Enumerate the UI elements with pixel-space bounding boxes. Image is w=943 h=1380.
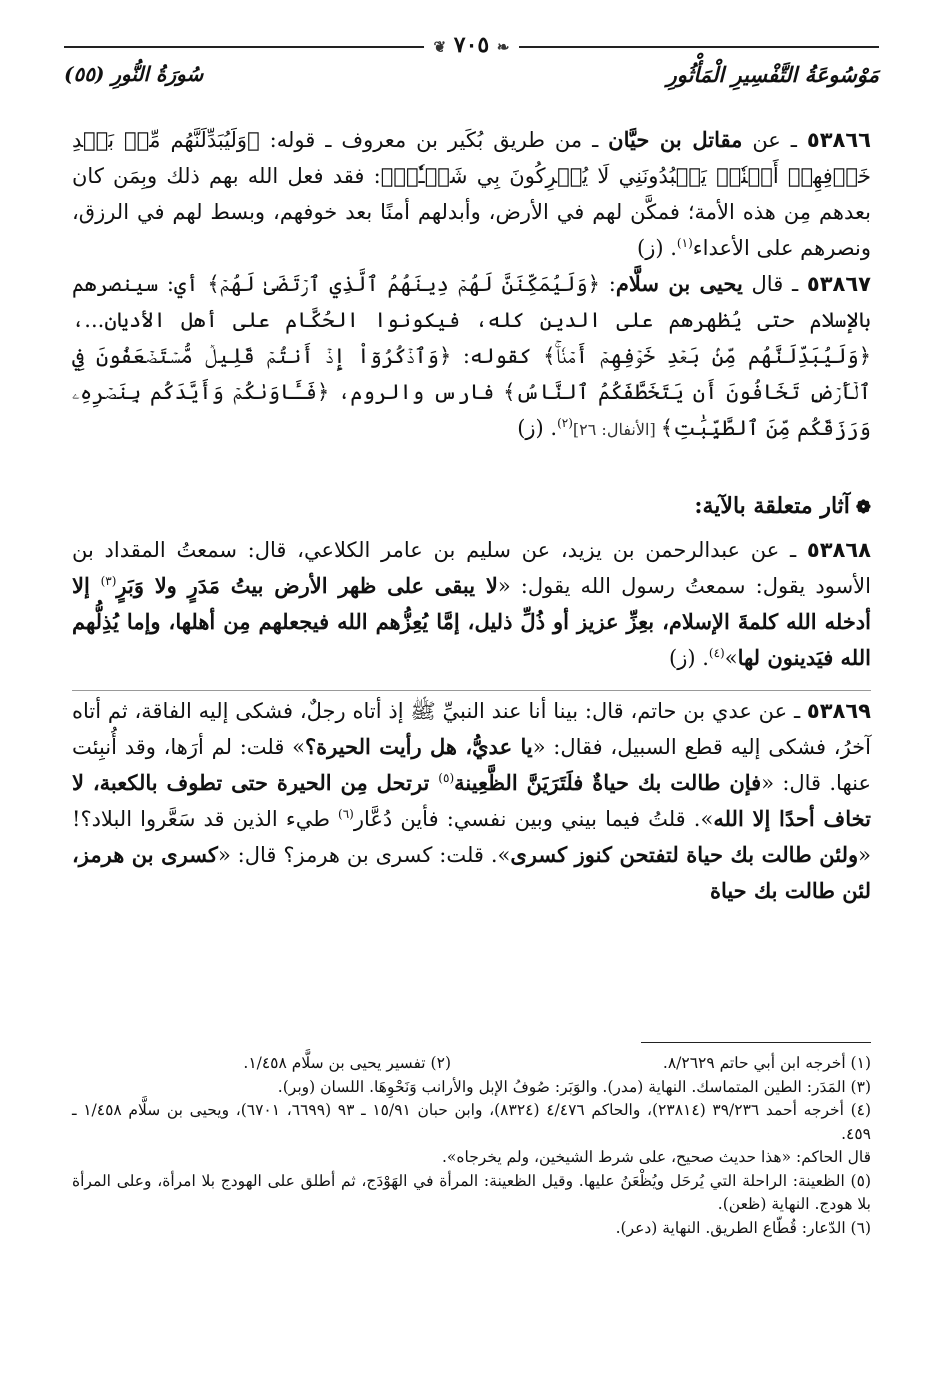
- entry-53866: [72, 122, 871, 266]
- entry-tail: . (ز): [669, 646, 709, 670]
- ornament-right-icon: ❧: [496, 38, 510, 56]
- entry-text: ـ عن عدي بن حاتم، قال: بينا أنا عند النبيِّ ﷺ إذ أتاه رجلٌ، فشكى إليه الفاقة، ثم أتاه آخرُ، فشكى إليه قطع السبيل، فقال: «: [72, 699, 871, 759]
- entry-text: ـ قال: [742, 272, 807, 296]
- footnote-ref: (٥): [438, 771, 455, 785]
- entry-53867: [72, 266, 871, 448]
- entry-text: كقوله:: [451, 344, 544, 368]
- footnote-ref: (٦): [338, 807, 354, 821]
- quran-quote: ﴿وَٱذۡكُرُوٓاْ إِذۡ أَنتُمۡ قَلِيلٞ مُّسۡتَضۡعَفُونَ فِي ٱلۡأَرۡضِ تَخَافُونَ أَن يَتَخَطَّفَكُمُ ٱلنَّاسُ﴾: [72, 344, 872, 404]
- entry-text: ـ عن عبدالرحمن بن يزيد، عن سليم بن عامر الكلاعي، قال: سمعتُ المقداد بن الأسود يقول: سمعتُ رسول الله يقول: «: [72, 538, 871, 598]
- quran-quote: ﴿فَـَٔاوَىٰكُمۡ وَأَيَّدَكُم بِنَصۡرِهِۦ وَرَزَقَكُم مِّنَ ٱلطَّيِّبَٰتِ﴾: [72, 380, 871, 440]
- footnote-3: (٣) المَدَر: الطين المتماسك. النهاية (مدر). والوَبَر: صُوفُ الإبل والأرانب وَنَحْوِهَا. اللسان (وبر).: [277, 1077, 871, 1096]
- surah-label: سُورَةُ النُّورِ (٥٥): [64, 62, 204, 86]
- entry-number: ٥٣٨٦٧: [806, 272, 871, 296]
- quran-quote: ﴿وَلَيُبَدِّلَنَّهُم مِّنۢ بَعۡدِ خَوۡفِهِمۡ أَمۡنٗاۚ﴾: [543, 344, 872, 368]
- narrator-name: مقاتل بن حيَّان: [608, 127, 743, 152]
- quran-quote: ﴿وَلَيُبَدِّلَنَّهُم مِّنۢ بَعۡدِ خَوۡفِهِمۡ أَمۡنٗاۚ يَعۡبُدُونَنِي لَا يُشۡرِكُونَ بِي شَيۡـٔٗاۚ﴾: [72, 128, 871, 188]
- footnotes: [72, 1052, 871, 1240]
- footnote-rule: [641, 1042, 871, 1043]
- section-heading: [72, 488, 871, 526]
- entry-text: ». قلتُ فيما بيني وبين نفسي: فأين دُعَّار: [353, 807, 714, 831]
- entry-tail: . (ز): [517, 416, 558, 440]
- footnote-ref: (٣): [100, 574, 117, 588]
- entry-number: ٥٣٨٦٨: [806, 538, 871, 562]
- entry-text: فارس والروم،: [329, 380, 504, 404]
- footnote-ref: (٢): [557, 416, 573, 430]
- surah-reference: [الأنفال: ٢٦]: [572, 420, 661, 439]
- entry-tail: . (ز): [637, 236, 677, 260]
- entry-text: :: [599, 272, 616, 296]
- entry-text: »: [724, 646, 738, 670]
- main-text: [72, 122, 871, 909]
- entry-text: طيء الذين قد سَعَّروا البلاد؟! «: [72, 807, 871, 867]
- footnote-ref: (٤): [708, 646, 725, 660]
- footnote-4: (٤) أخرجه أحمد ٣٩/٢٣٦ (٢٣٨١٤)، والحاكم ٤/٤٧٦ (٨٣٢٤)، وابن حبان ١٥/٩١ ـ ٩٣ (٦٦٩٩، ٦٧٠١)، ويحيى بن سلَّام ١/٤٥٨ ـ ٤٥٩.: [72, 1101, 872, 1143]
- entry-53868: [72, 532, 871, 676]
- quran-quote: ﴿وَلَيُمَكِّنَنَّ لَهُمۡ دِينَهُمُ ٱلَّذِي ٱرۡتَضَىٰ لَهُمۡ﴾: [207, 272, 600, 296]
- footnote-ref: (١): [676, 236, 693, 250]
- entry-divider: [72, 690, 871, 691]
- flower-ornament-icon: ❁: [855, 497, 871, 518]
- page-number: ٧٠٥: [453, 32, 490, 58]
- hadith-text: فإن طالت بك حياةٌ فلَتَرَيَنَّ الظَّعِينة: [454, 770, 762, 795]
- entry-number: ٥٣٨٦٦: [806, 128, 871, 152]
- page-header: [64, 56, 879, 96]
- footnote-4-note: قال الحاكم: «هذا حديث صحيح، على شرط الشيخين، ولم يخرجاه».: [441, 1148, 871, 1166]
- hadith-text: كسرى بن هرمز، لئن طالت بك حياة: [72, 842, 871, 903]
- footnote-6: (٦) الدّعار: قُطّاع الطريق. النهاية (دعر).: [615, 1218, 871, 1237]
- entry-text: ـ عن: [742, 128, 807, 152]
- hadith-text: ترتحل مِن الحيرة حتى تطوف بالكعبة، لا تخاف أحدًا إلا الله: [72, 770, 871, 831]
- ornament-left-icon: ❦: [433, 38, 447, 56]
- hadith-text: إلا أدخله الله كلمةَ الإسلام، بعِزِّ عزيز أو ذُلِّ ذليل، إمَّا يُعِزُّهم الله فيجعلهم مِن أهلها، وإما يُذِلُّهم الله فيَدينون لها: [72, 573, 871, 670]
- entry-number: ٥٣٨٦٩: [806, 699, 871, 723]
- hadith-text: ولئن طالت بك حياة لتفتحن كنوز كسرى: [510, 842, 859, 867]
- section-title: آثار متعلقة بالآية:: [694, 493, 850, 519]
- footnote-2: (٢) تفسير يحيى بن سلَّام ١/٤٥٨.: [243, 1054, 451, 1072]
- book-title: مَوْسُوعَةُ التَّفْسِيرِ الْمَأْثُورِ: [666, 62, 879, 87]
- entry-text: : فقد فعل الله بهم ذلك وبِمَن كان بعدهم مِن هذه الأمة؛ فمكَّن لهم في الأرض، وأبدلهم أمنًا بعد خوفهم، وبسط لهم في الرزق، ونصرهم على الأعداء: [72, 164, 872, 260]
- entry-53869: [72, 693, 871, 909]
- entry-text: ـ من طريق بُكَير بن معروف ـ قوله:: [259, 128, 609, 152]
- hadith-text: يا عديُّ، هل رأيت الحيرة؟: [304, 734, 533, 759]
- hadith-text: لا يبقى على ظهر الأرض بيتُ مَدَرٍ ولا وَبَرٍ: [116, 573, 498, 598]
- narrator-name: يحيى بن سلَّام: [615, 271, 743, 296]
- page-number-box: [424, 32, 520, 58]
- footnote-row: [72, 1052, 871, 1076]
- entry-text: » قلت: لم أرَها، وقد أُنبِئت عنها. قال: «: [72, 735, 871, 795]
- entry-text: ». قلت: كسرى بن هرمز؟ قال: «: [217, 843, 511, 867]
- footnote-1: (١) أخرجه ابن أبي حاتم ٨/٢٦٢٩.: [662, 1054, 871, 1072]
- entry-text: أي: سينصرهم بالإسلام حتى يُظهرهم على الدين كله، فيكونوا الحُكَّام على أهل الأديان...،: [72, 272, 871, 332]
- footnote-5: (٥) الظعينة: الراحلة التي يُرحَل ويُظْعَنُ عليها. وقيل الظعينة: المرأة في الهَوْدَج، ثم أطلق على الهودج بلا امرأة، وعلى المرأة بلا هودج. النهاية (ظعن).: [72, 1171, 871, 1213]
